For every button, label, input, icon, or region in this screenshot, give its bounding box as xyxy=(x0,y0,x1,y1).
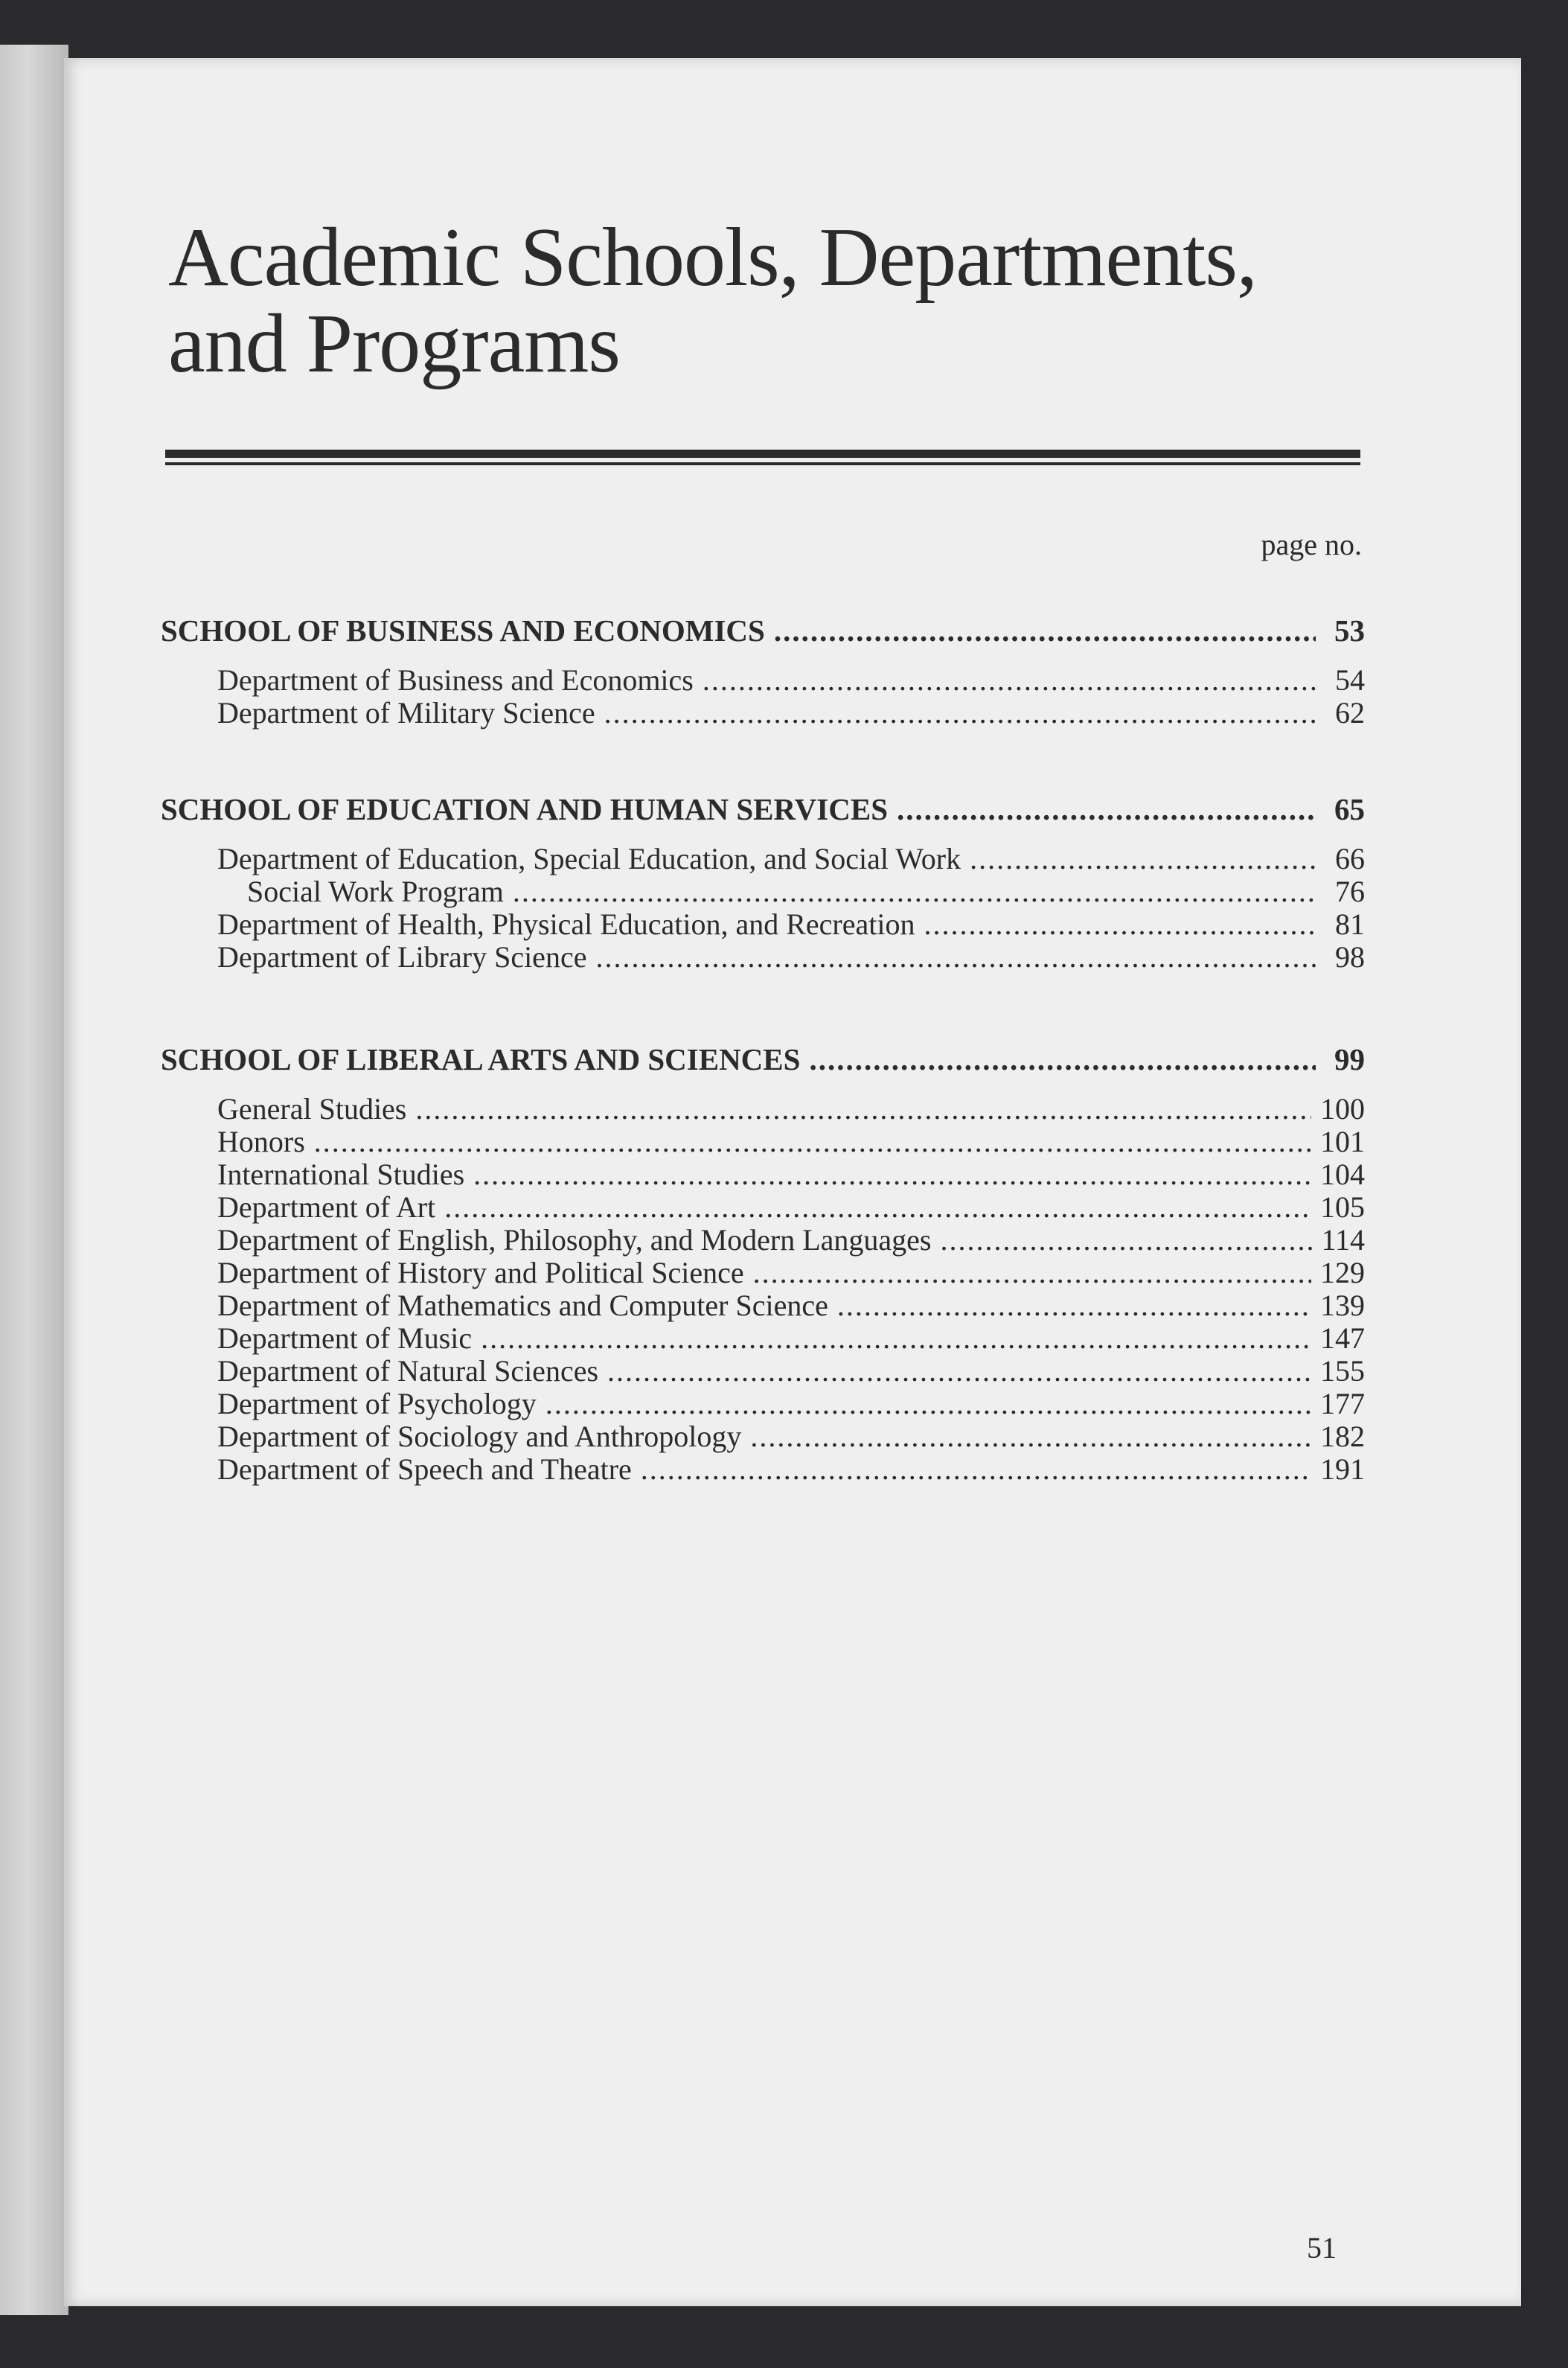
toc-entry-page: 114 xyxy=(1321,1223,1365,1257)
dot-leader xyxy=(314,1126,1311,1158)
toc-entry xyxy=(161,1158,1365,1191)
toc-entry-label: Social Work Program xyxy=(247,875,504,908)
dot-leader xyxy=(481,1322,1311,1355)
section-heading-label: SCHOOL OF BUSINESS AND ECONOMICS xyxy=(161,613,765,648)
toc-entry-label: Department of Sociology and Anthropology xyxy=(217,1420,742,1453)
toc-entry-label: Department of Health, Physical Education, and Recreation xyxy=(217,907,915,941)
page-title-line-1: Academic Schools, Departments, xyxy=(168,211,1257,304)
toc-entry-label: Department of Natural Sciences xyxy=(217,1354,599,1388)
adjacent-page-edge xyxy=(0,45,68,2315)
toc-entry-page: 139 xyxy=(1320,1289,1365,1322)
toc-entry xyxy=(161,1126,1365,1158)
dot-leader xyxy=(924,908,1316,941)
dot-leader xyxy=(595,941,1316,974)
toc-entry-label: Department of Mathematics and Computer Science xyxy=(217,1289,828,1322)
toc-entry-label: Department of Business and Economics xyxy=(217,663,694,697)
toc-entry-page: 76 xyxy=(1335,875,1365,908)
toc-entry xyxy=(161,1289,1365,1322)
section-heading-page: 65 xyxy=(1334,792,1365,826)
dot-leader xyxy=(970,843,1316,875)
dot-leader xyxy=(940,1224,1312,1257)
dot-leader xyxy=(607,1355,1311,1388)
section-heading xyxy=(161,1038,1365,1081)
toc-entry xyxy=(161,941,1365,974)
page-title-line-2: and Programs xyxy=(168,298,621,390)
section-liberal-arts-sciences xyxy=(161,1038,1365,1486)
toc-entry-page: 101 xyxy=(1320,1125,1365,1158)
page-number-folio: 51 xyxy=(1307,2231,1337,2265)
toc-entry-label: General Studies xyxy=(217,1092,407,1126)
dot-leader xyxy=(837,1289,1311,1322)
toc-entry xyxy=(161,1420,1365,1453)
toc-entry xyxy=(161,1322,1365,1355)
section-heading xyxy=(161,788,1365,831)
toc-entry-label: Department of Military Science xyxy=(217,696,595,730)
document-page xyxy=(64,58,1521,2306)
title-rule-thick xyxy=(165,450,1360,458)
toc-entry-label: Department of Education, Special Education, and Social Work xyxy=(217,842,961,875)
dot-leader xyxy=(473,1158,1311,1191)
toc-entry-page: 147 xyxy=(1320,1321,1365,1355)
toc-entry xyxy=(161,1093,1365,1126)
toc-entry-page: 191 xyxy=(1320,1452,1365,1486)
toc-entry xyxy=(161,1453,1365,1486)
toc-entry xyxy=(161,843,1365,875)
toc-entry xyxy=(161,875,1365,908)
section-heading-label: SCHOOL OF LIBERAL ARTS AND SCIENCES xyxy=(161,1042,801,1076)
toc-entry xyxy=(161,697,1365,730)
dot-leader xyxy=(703,664,1316,697)
dot-leader xyxy=(897,788,1316,831)
page-title xyxy=(168,211,1433,390)
page-number-column-label: page no. xyxy=(1261,528,1362,561)
section-heading xyxy=(161,609,1365,652)
toc-entry-label: Department of Art xyxy=(217,1190,436,1224)
toc-entry-label: Department of Psychology xyxy=(217,1387,537,1420)
title-rule-thin xyxy=(165,462,1360,465)
dot-leader xyxy=(774,609,1316,652)
toc-entry-page: 100 xyxy=(1320,1092,1365,1126)
section-business-economics xyxy=(161,609,1365,730)
toc-entry-label: Department of English, Philosophy, and Modern Languages xyxy=(217,1223,932,1257)
toc-entry-page: 81 xyxy=(1335,907,1365,941)
dot-leader xyxy=(513,875,1316,908)
toc-entry-page: 105 xyxy=(1320,1190,1365,1224)
toc-entry xyxy=(161,1388,1365,1420)
toc-entry-page: 62 xyxy=(1335,696,1365,730)
toc-entry-page: 155 xyxy=(1320,1354,1365,1388)
dot-leader xyxy=(545,1388,1311,1420)
toc-entry xyxy=(161,1355,1365,1388)
toc-entry xyxy=(161,664,1365,697)
dot-leader xyxy=(444,1191,1311,1224)
dot-leader xyxy=(604,697,1316,730)
section-heading-page: 53 xyxy=(1334,613,1365,648)
section-heading-label: SCHOOL OF EDUCATION AND HUMAN SERVICES xyxy=(161,792,888,826)
section-heading-page: 99 xyxy=(1334,1042,1365,1076)
dot-leader xyxy=(750,1420,1311,1453)
toc-entry-page: 129 xyxy=(1320,1256,1365,1289)
toc-entry-page: 104 xyxy=(1320,1158,1365,1191)
toc-entry-page: 177 xyxy=(1320,1387,1365,1420)
dot-leader xyxy=(641,1453,1311,1486)
dot-leader xyxy=(753,1257,1311,1289)
dot-leader xyxy=(415,1093,1311,1126)
toc-entry xyxy=(161,1257,1365,1289)
section-education-human-services xyxy=(161,788,1365,974)
toc-entry-label: International Studies xyxy=(217,1158,465,1191)
toc-entry-label: Department of History and Political Science xyxy=(217,1256,744,1289)
toc-entry-page: 98 xyxy=(1335,940,1365,974)
toc-entry xyxy=(161,1224,1365,1257)
toc-entry-label: Department of Music xyxy=(217,1321,473,1355)
toc-entry-page: 54 xyxy=(1335,663,1365,697)
toc-entry-label: Department of Speech and Theatre xyxy=(217,1452,632,1486)
toc-entry-label: Department of Library Science xyxy=(217,940,587,974)
toc-entry xyxy=(161,908,1365,941)
toc-entry-page: 66 xyxy=(1335,842,1365,875)
dot-leader xyxy=(809,1038,1316,1081)
toc-entry-label: Honors xyxy=(217,1125,305,1158)
toc-entry-page: 182 xyxy=(1320,1420,1365,1453)
toc-entry xyxy=(161,1191,1365,1224)
